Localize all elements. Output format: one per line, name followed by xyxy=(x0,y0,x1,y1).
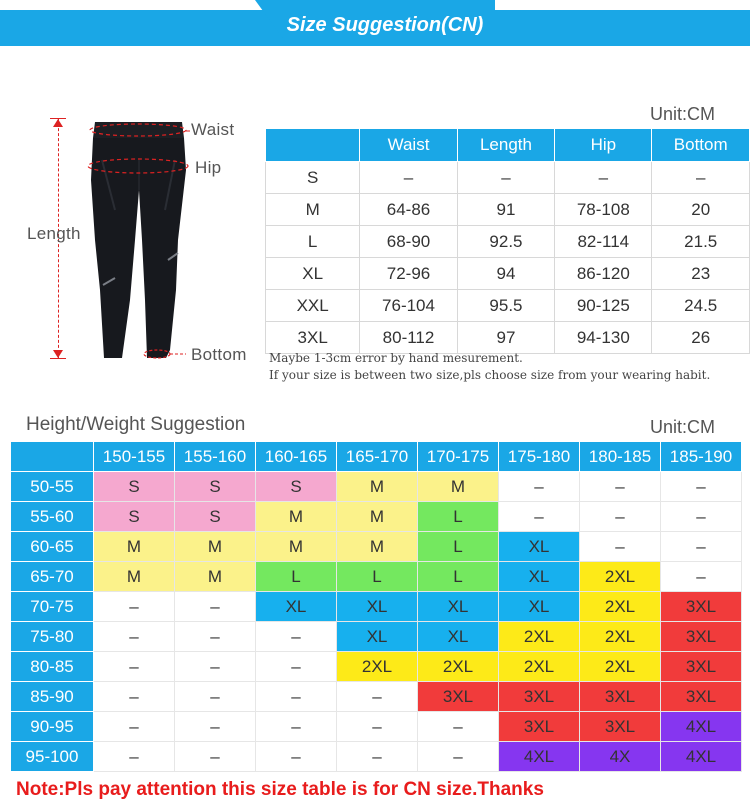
hw-size-cell: – xyxy=(94,652,175,682)
hw-size-cell: – xyxy=(94,682,175,712)
hw-size-cell: M xyxy=(94,532,175,562)
hw-size-cell: XL xyxy=(499,592,580,622)
hw-size-cell: – xyxy=(256,742,337,772)
cn-size-warning: Note:Pls pay attention this size table is for CN size.Thanks xyxy=(16,779,544,800)
hw-header-corner xyxy=(11,442,94,472)
hw-size-cell: XL xyxy=(499,562,580,592)
hw-height-header: 155-160 xyxy=(175,442,256,472)
size-measure-cell: 21.5 xyxy=(652,226,750,258)
hw-size-cell: – xyxy=(337,712,418,742)
waist-label: Waist xyxy=(191,120,235,139)
hw-size-cell: – xyxy=(175,712,256,742)
hw-size-cell: M xyxy=(337,502,418,532)
hw-size-cell: – xyxy=(256,652,337,682)
hw-size-cell: – xyxy=(256,712,337,742)
hw-size-cell: 3XL xyxy=(499,712,580,742)
hw-size-cell: M xyxy=(94,562,175,592)
size-label-cell: M xyxy=(266,194,360,226)
size-header-waist: Waist xyxy=(360,129,457,162)
hw-size-cell: M xyxy=(175,532,256,562)
hw-table-row xyxy=(11,742,742,772)
hw-weight-header: 65-70 xyxy=(11,562,94,592)
hw-size-cell: M xyxy=(256,532,337,562)
hw-size-cell: – xyxy=(580,532,661,562)
size-header-length: Length xyxy=(457,129,555,162)
hw-size-cell: XL xyxy=(337,622,418,652)
hw-height-header: 165-170 xyxy=(337,442,418,472)
hw-size-cell: 3XL xyxy=(661,652,742,682)
hw-size-cell: 3XL xyxy=(499,682,580,712)
hw-size-cell: – xyxy=(94,622,175,652)
hw-size-cell: – xyxy=(175,652,256,682)
hw-size-cell: 3XL xyxy=(580,682,661,712)
hw-table-row xyxy=(11,652,742,682)
hw-size-cell: – xyxy=(175,622,256,652)
size-measure-cell: – xyxy=(360,162,457,194)
hw-size-cell: XL xyxy=(499,532,580,562)
hw-size-cell: – xyxy=(337,682,418,712)
hw-weight-header: 60-65 xyxy=(11,532,94,562)
hw-size-cell: S xyxy=(175,472,256,502)
hw-table-row xyxy=(11,622,742,652)
hw-size-cell: L xyxy=(337,562,418,592)
hw-size-cell: M xyxy=(337,472,418,502)
size-measure-cell: 26 xyxy=(652,322,750,354)
hw-size-cell: 2XL xyxy=(580,562,661,592)
hw-weight-header: 90-95 xyxy=(11,712,94,742)
size-header-hip: Hip xyxy=(555,129,652,162)
hw-size-cell: – xyxy=(256,622,337,652)
hw-size-cell: – xyxy=(418,712,499,742)
hw-size-cell: XL xyxy=(418,622,499,652)
size-table xyxy=(265,128,750,354)
size-table-row xyxy=(266,162,750,194)
size-table-body xyxy=(266,162,750,354)
hw-weight-header: 75-80 xyxy=(11,622,94,652)
hw-size-cell: 2XL xyxy=(580,652,661,682)
size-header-bottom: Bottom xyxy=(652,129,750,162)
hw-size-cell: 4XL xyxy=(661,712,742,742)
hw-size-cell: – xyxy=(661,562,742,592)
hw-size-cell: 4XL xyxy=(499,742,580,772)
hw-size-cell: 3XL xyxy=(418,682,499,712)
size-label-cell: XL xyxy=(266,258,360,290)
hw-weight-header: 70-75 xyxy=(11,592,94,622)
height-weight-table xyxy=(10,441,742,772)
size-measure-cell: 86-120 xyxy=(555,258,652,290)
hw-table-title: Height/Weight Suggestion xyxy=(26,414,246,435)
size-choice-note: If your size is between two size,pls choose size from your wearing habit. xyxy=(269,368,711,382)
size-table-row xyxy=(266,322,750,354)
size-table-row xyxy=(266,258,750,290)
size-table-unit: Unit:CM xyxy=(650,104,716,124)
hw-size-cell: 3XL xyxy=(661,622,742,652)
banner-title: Size Suggestion(CN) xyxy=(286,14,484,36)
size-measure-cell: 23 xyxy=(652,258,750,290)
hw-table-row xyxy=(11,502,742,532)
hw-size-cell: 2XL xyxy=(499,652,580,682)
hw-height-header: 180-185 xyxy=(580,442,661,472)
hw-size-cell: – xyxy=(256,682,337,712)
hw-size-cell: – xyxy=(337,742,418,772)
size-table-row xyxy=(266,290,750,322)
size-measure-cell: 94-130 xyxy=(555,322,652,354)
size-table-row xyxy=(266,226,750,258)
hw-table-body xyxy=(11,472,742,772)
hw-size-cell: – xyxy=(175,592,256,622)
hw-table-unit: Unit:CM xyxy=(650,417,716,437)
hw-size-cell: – xyxy=(94,712,175,742)
hw-table-row xyxy=(11,682,742,712)
size-measure-cell: 78-108 xyxy=(555,194,652,226)
size-measure-cell: 76-104 xyxy=(360,290,457,322)
hip-label: Hip xyxy=(195,158,222,177)
length-label: Length xyxy=(27,224,81,243)
hw-size-cell: S xyxy=(94,502,175,532)
size-measure-cell: 91 xyxy=(457,194,555,226)
size-measure-cell: 80-112 xyxy=(360,322,457,354)
hw-size-cell: XL xyxy=(418,592,499,622)
hw-size-cell: – xyxy=(661,502,742,532)
size-label-cell: XXL xyxy=(266,290,360,322)
hw-weight-header: 95-100 xyxy=(11,742,94,772)
size-measure-cell: 68-90 xyxy=(360,226,457,258)
hw-weight-header: 85-90 xyxy=(11,682,94,712)
hw-size-cell: S xyxy=(94,472,175,502)
hw-size-cell: 3XL xyxy=(661,592,742,622)
hw-size-cell: L xyxy=(418,502,499,532)
hw-size-cell: M xyxy=(256,502,337,532)
hw-table-row xyxy=(11,472,742,502)
size-measure-cell: 64-86 xyxy=(360,194,457,226)
hw-size-cell: XL xyxy=(256,592,337,622)
size-measure-cell: 24.5 xyxy=(652,290,750,322)
hw-height-header: 170-175 xyxy=(418,442,499,472)
size-label-cell: L xyxy=(266,226,360,258)
size-table-header xyxy=(266,129,750,162)
size-measure-cell: 94 xyxy=(457,258,555,290)
size-measure-cell: 82-114 xyxy=(555,226,652,258)
hw-size-cell: 4XL xyxy=(661,742,742,772)
hw-weight-header: 55-60 xyxy=(11,502,94,532)
hw-size-cell: 3XL xyxy=(661,682,742,712)
size-measure-cell: 72-96 xyxy=(360,258,457,290)
size-measure-cell: – xyxy=(652,162,750,194)
hw-size-cell: XL xyxy=(337,592,418,622)
size-measure-cell: – xyxy=(555,162,652,194)
hw-size-cell: 2XL xyxy=(580,622,661,652)
hw-size-cell: – xyxy=(175,682,256,712)
hw-size-cell: – xyxy=(580,472,661,502)
hw-size-cell: 2XL xyxy=(337,652,418,682)
measurement-note: Maybe 1-3cm error by hand mesurement. xyxy=(269,351,523,365)
hw-size-cell: S xyxy=(256,472,337,502)
hw-size-cell: – xyxy=(580,502,661,532)
size-header-corner xyxy=(266,129,360,162)
size-measure-cell: 95.5 xyxy=(457,290,555,322)
hw-table-row xyxy=(11,712,742,742)
hw-size-cell: L xyxy=(418,562,499,592)
bottom-label: Bottom xyxy=(191,345,247,364)
hw-weight-header: 50-55 xyxy=(11,472,94,502)
size-label-cell: 3XL xyxy=(266,322,360,354)
hw-size-cell: – xyxy=(661,472,742,502)
hw-table-header xyxy=(11,442,742,472)
hw-table-row xyxy=(11,562,742,592)
hw-size-cell: 4X xyxy=(580,742,661,772)
size-measure-cell: 92.5 xyxy=(457,226,555,258)
hw-size-cell: M xyxy=(175,562,256,592)
hw-size-cell: 2XL xyxy=(499,622,580,652)
hw-size-cell: – xyxy=(175,742,256,772)
hw-size-cell: L xyxy=(256,562,337,592)
hw-size-cell: – xyxy=(94,742,175,772)
title-banner xyxy=(0,0,750,56)
hw-size-cell: S xyxy=(175,502,256,532)
size-table-row xyxy=(266,194,750,226)
hw-height-header: 160-165 xyxy=(256,442,337,472)
hw-weight-header: 80-85 xyxy=(11,652,94,682)
size-measure-cell: 20 xyxy=(652,194,750,226)
pants-figure xyxy=(0,100,265,380)
hw-size-cell: – xyxy=(499,472,580,502)
hw-size-cell: 2XL xyxy=(580,592,661,622)
hw-size-cell: M xyxy=(337,532,418,562)
size-label-cell: S xyxy=(266,162,360,194)
hw-size-cell: 3XL xyxy=(580,712,661,742)
hw-size-cell: L xyxy=(418,532,499,562)
size-measure-cell: – xyxy=(457,162,555,194)
hw-size-cell: – xyxy=(94,592,175,622)
size-measure-cell: 97 xyxy=(457,322,555,354)
hw-height-header: 185-190 xyxy=(661,442,742,472)
hw-size-cell: – xyxy=(499,502,580,532)
hw-table-row xyxy=(11,532,742,562)
size-measure-cell: 90-125 xyxy=(555,290,652,322)
hw-size-cell: M xyxy=(418,472,499,502)
hw-table-row xyxy=(11,592,742,622)
hw-size-cell: 2XL xyxy=(418,652,499,682)
hw-size-cell: – xyxy=(418,742,499,772)
hw-height-header: 175-180 xyxy=(499,442,580,472)
hw-size-cell: – xyxy=(661,532,742,562)
hw-height-header: 150-155 xyxy=(94,442,175,472)
